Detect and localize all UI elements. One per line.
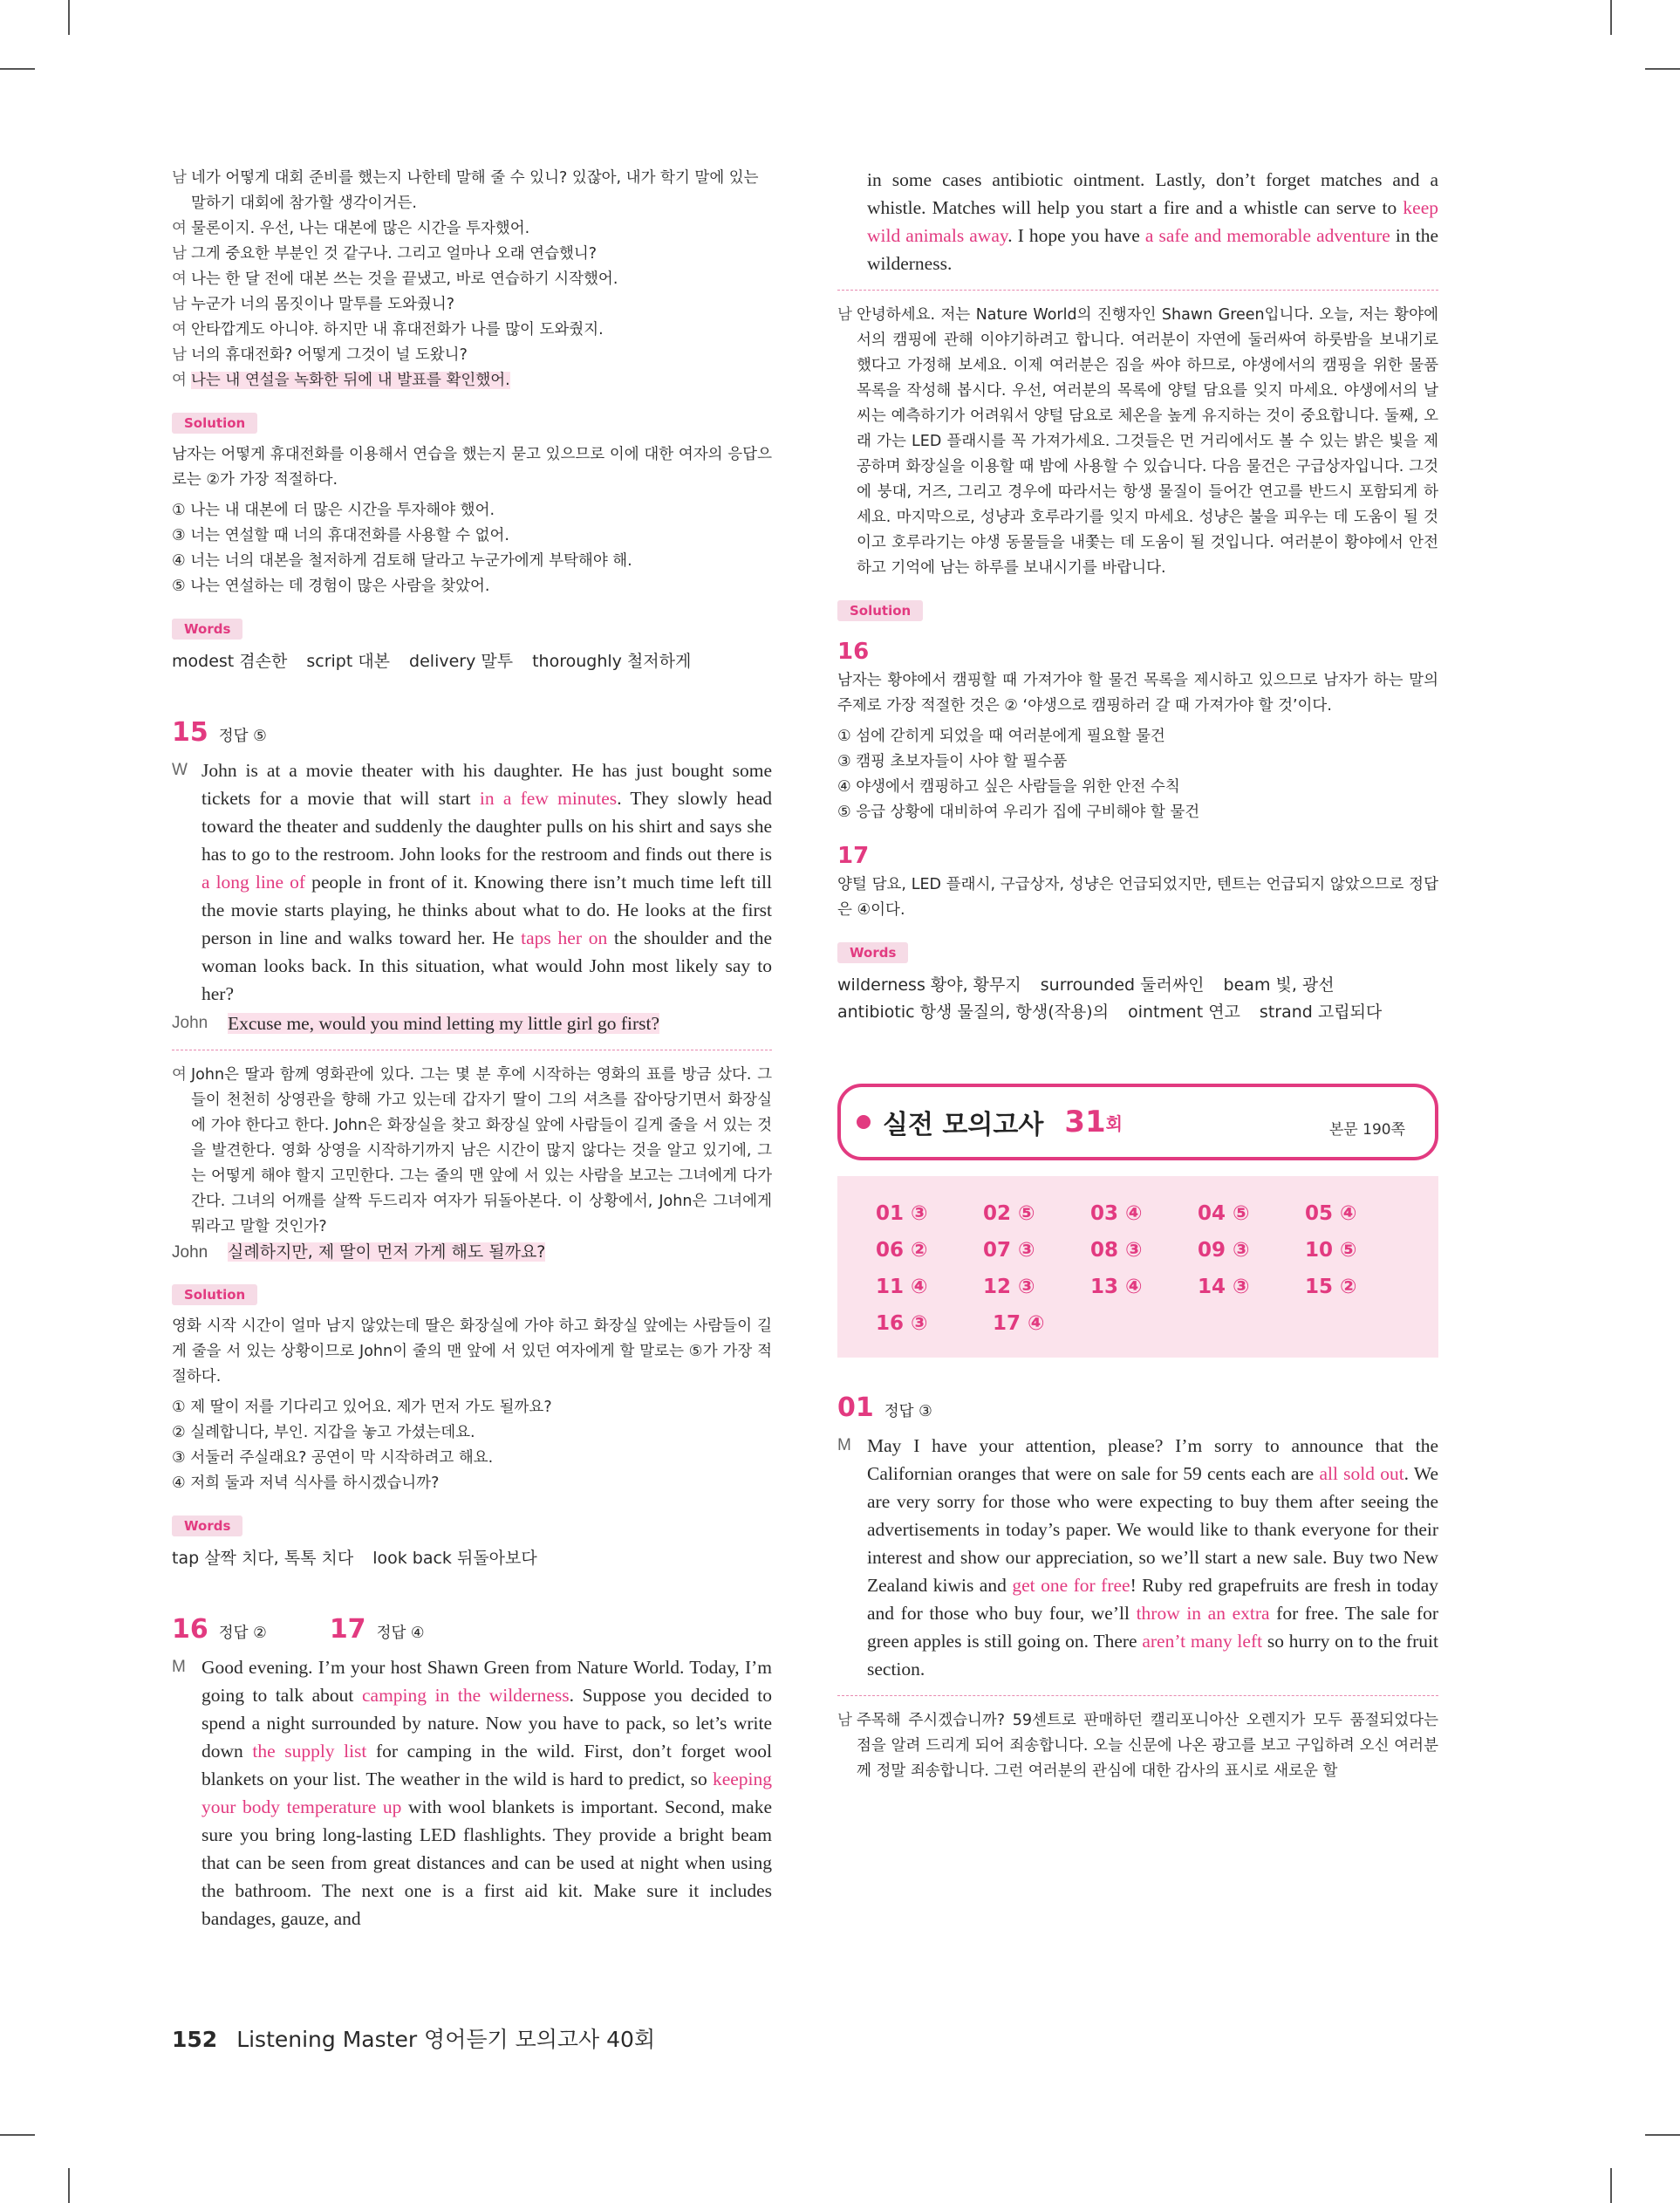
text-run: . Suppose you decided to spend a night surrounded by nature. Now you have to pack, so let’s write down [201, 1685, 773, 1762]
words-list [172, 1545, 772, 1572]
answer-cell: 13 ④ [1090, 1276, 1143, 1298]
translation-text: 안녕하세요. 저는 Nature World의 진행자인 Shawn Green입니다. 오늘, 저는 황야에서의 캠핑에 관해 이야기하려고 합니다. 여러분이 자연에 둘러싸여 하룻밤을 보내기로 했다고 가정해 보세요. 이제 여러분은 짐을 싸야 하므로, 야생에서의 캠핑을 위한 물품 목록을 작성해 봅시다. 우선, 여러분의 목록에 양털 담요를 잊지 마세요. 야생에서의 날씨는 예측하기가 어려워서 양털 담요로 체온을 높게 유지하는 것이 중요합니다. 둘째, 오래 가는 LED 플래시를 꼭 가져가세요. 그것들은 먼 거리에서도 볼 수 있는 밝은 빛을 제공하며 화장실을 이용할 때 밤에 사용할 수 있습니다. 다음 물건은 구급상자입니다. 그것에 붕대, 거즈, 그리고 경우에 따라서는 항생 물질이 들어간 연고를 반드시 포함되게 하세요. 마지막으로, 성냥과 호루라기를 잊지 마세요. 성냥은 불을 피우는 데 도움이 될 것이고 호루라기는 야생 동물들을 내쫓는 데 도움이 될 것입니다. 여러분이 황야에서 안전하고 기억에 남는 하루를 보내시기를 바랍니다. [857, 306, 1438, 577]
answer-cell: 04 ⑤ [1198, 1202, 1250, 1225]
answer-label: 정답 ⑤ [218, 728, 267, 745]
option-item: ④ 너는 너의 대본을 철저하게 검토해 달라고 누군가에게 부탁해야 해. [172, 552, 632, 570]
exam-number: 31 [1064, 1105, 1106, 1139]
speaker-label: M [837, 1436, 851, 1454]
page-footer [172, 2022, 655, 2054]
dialog-text: 그게 중요한 부분인 것 같구나. 그리고 얼마나 오래 연습했니? [191, 245, 598, 263]
word-entry: ointment 연고 [1128, 1002, 1240, 1022]
option-item: ③ 캠핑 초보자들이 사야 할 필수품 [837, 753, 1068, 770]
text-run: the shoulder and the woman looks back. In this situation, what would John most likely say to her? [201, 927, 772, 1004]
speaker-label: 여 [172, 1066, 187, 1084]
korean-translation-15 [172, 1063, 772, 1240]
answer-cell: 10 ⑤ [1305, 1239, 1357, 1262]
key-phrase: aren’t many left [1142, 1631, 1263, 1652]
answer-cell: 15 ② [1305, 1276, 1357, 1298]
text-run: for camping in the wild. First, don’t forget wool blankets on your list. The weather in the wild is hard to predict, so [201, 1741, 772, 1789]
answer-highlight: 실례하지만, 제 딸이 먼저 가게 해도 될까요? [228, 1242, 546, 1262]
option-item: ② 실례합니다, 부인. 지갑을 놓고 가셨는데요. [172, 1424, 475, 1441]
speaker-label: W [172, 761, 188, 779]
option-item: ④ 저희 둘과 저녁 식사를 하시겠습니까? [172, 1474, 440, 1492]
john-line [172, 1009, 772, 1037]
script-text [201, 1653, 772, 1933]
speaker-label: 여 [172, 220, 187, 237]
crop-mark [1645, 68, 1680, 70]
question-header-01 [837, 1392, 1438, 1423]
text-run: with wool blankets is important. Second, make sure you bring long-lasting LED flashlights. They provide a bright beam that can be seen from great distances and can be used at night when using the bathroom. The next one is a first aid kit. Make sure it includes bandages, gauze, and [201, 1796, 772, 1929]
answer-cell: 03 ④ [1090, 1202, 1143, 1225]
option-item: ③ 너는 연설할 때 너의 휴대전화를 사용할 수 없어. [172, 527, 509, 544]
exam-title: 실전 모의고사 [883, 1110, 1044, 1140]
speaker-label: 남 [172, 169, 187, 187]
speaker-label: 남 [172, 245, 187, 263]
word-entry: script 대본 [306, 652, 391, 671]
dialog-text: 네가 어떻게 대회 준비를 했는지 나한테 말해 줄 수 있니? 있잖아, 내가 학기 말에 있는 말하기 대회에 참가할 생각이거든. [191, 169, 759, 212]
answer-row [876, 1195, 1412, 1232]
solution-number: 17 [837, 843, 870, 869]
translation-text: John은 딸과 함께 영화관에 있다. 그는 몇 분 후에 시작하는 영화의 표를 방금 샀다. 그들이 천천히 상영관을 향해 가고 있는데 갑자기 딸이 그의 셔츠를 잡아당기면서 화장실에 가야 한다고 한다. John은 화장실을 찾고 화장실 앞에 사람들이 길게 줄을 서 있는 것을 발견한다. 영화 상영을 시작하기까지 남은 시간이 많지 않다는 것을 알고 있기에, 그는 어떻게 해야 할지 고민한다. 그는 줄의 맨 앞에 서 있는 사람을 보고는 그녀에게 다가간다. 그녀의 어깨를 살짝 두드리자 여자가 뒤돌아본다. 이 상황에서, John은 그녀에게 뭐라고 말할 것인가? [191, 1066, 772, 1235]
answer-cell: 16 ③ [876, 1312, 928, 1335]
key-phrase: keep wild animals away [867, 197, 1438, 246]
words-tag: Words [837, 942, 908, 963]
dialog-line [172, 216, 772, 242]
book-title: Listening Master 영어듣기 모의고사 40회 [236, 2027, 656, 2052]
text-run: so hurry on to the fruit section. [867, 1631, 1438, 1680]
answer-label: 정답 ④ [376, 1625, 425, 1642]
korean-translation-16 [837, 303, 1438, 581]
crop-mark [0, 68, 35, 70]
option-list [837, 724, 1438, 825]
words-list [837, 972, 1438, 999]
option-list [172, 498, 772, 599]
solution-tag: Solution [172, 1284, 257, 1305]
option-item: ③ 서둘러 주실래요? 공연이 막 시작하려고 해요. [172, 1449, 494, 1467]
speaker-label: 여 [172, 321, 187, 339]
speaker-label: 여 [172, 270, 187, 288]
answer-cell: 08 ③ [1090, 1239, 1143, 1262]
text-run: for free. The sale for green apples is still going on. There [867, 1603, 1438, 1652]
speaker-label: 여 [172, 372, 187, 389]
bullet-icon [857, 1115, 871, 1129]
answer-cell: 17 ④ [993, 1312, 1045, 1335]
answer-cell: 05 ④ [1305, 1202, 1357, 1225]
option-item: ⑤ 응급 상황에 대비하여 우리가 집에 구비해야 할 물건 [837, 804, 1200, 821]
key-phrase: in a few minutes [479, 788, 618, 809]
solution-tag: Solution [837, 600, 923, 621]
right-column [837, 166, 1438, 1784]
page-number: 152 [172, 2027, 218, 2052]
exam-banner [837, 1084, 1438, 1160]
dialog-line [172, 318, 772, 343]
word-entry: delivery 말투 [409, 652, 514, 671]
word-entry: modest 겸손한 [172, 652, 288, 671]
option-item: ④ 야생에서 캠핑하고 싶은 사람들을 위한 안전 수칙 [837, 778, 1180, 796]
text-run: people in front of it. Knowing there isn’t much time left till the movie starts playing, he thinks about what to do. He looks at the first person in line and walks toward her. He [201, 872, 772, 948]
key-phrase: throw in an extra [1136, 1603, 1270, 1624]
dialog-line [172, 166, 772, 216]
text-run: . We are very sorry for those who were expecting to buy them after seeing the advertisements in today’s paper. We would like to thank everyone for their interest and show our appreciation, so we’ll start a new sale. Buy two New Zealand kiwis and [867, 1463, 1438, 1596]
exam-suffix: 회 [1105, 1112, 1123, 1134]
key-phrase: a safe and memorable adventure [1144, 225, 1390, 246]
dialog-text: 물론이지. 우선, 나는 대본에 많은 시간을 투자했어. [191, 220, 530, 237]
dialog-line [172, 292, 772, 318]
text-run: in some cases antibiotic ointment. Lastly, don’t forget matches and a whistle. Matches will help you start a fire and a whistle can serve to [867, 169, 1438, 218]
crop-mark [1610, 0, 1612, 35]
option-item: ⑤ 나는 연설하는 데 경험이 많은 사람을 찾았어. [172, 578, 490, 595]
english-script-01 [837, 1432, 1438, 1683]
answer-cell: 12 ③ [983, 1276, 1035, 1298]
question-number: 15 [172, 717, 208, 748]
crop-mark [1645, 2134, 1680, 2136]
word-entry: strand 고립되다 [1259, 1002, 1383, 1022]
crop-mark [1610, 2168, 1612, 2203]
speaker-label: John [172, 1243, 208, 1262]
korean-translation-01 [837, 1708, 1438, 1784]
english-script-16-continued [837, 166, 1438, 277]
left-column [172, 166, 772, 1933]
script-text [867, 166, 1438, 277]
korean-dialog [172, 166, 772, 393]
answer-cell: 01 ③ [876, 1202, 928, 1225]
words-tag: Words [172, 1515, 242, 1536]
dialog-text: 누군가 너의 몸짓이나 말투를 도와줬니? [191, 296, 455, 313]
dialog-line [172, 343, 772, 368]
word-entry: look back 뒤돌아보다 [372, 1549, 537, 1568]
option-item: ① 제 딸이 저를 기다리고 있어요. 제가 먼저 가도 될까요? [172, 1399, 552, 1416]
speaker-label: 남 [837, 1712, 852, 1729]
word-entry: antibiotic 항생 물질의, 항생(작용)의 [837, 1002, 1110, 1022]
solution-number: 16 [837, 639, 870, 665]
key-phrase: the supply list [252, 1741, 367, 1762]
answer-cell: 11 ④ [876, 1276, 928, 1298]
question-header-15 [172, 717, 772, 748]
word-entry: wilderness 황야, 황무지 [837, 975, 1021, 995]
question-number: 17 [329, 1614, 366, 1645]
text-run: John is at a movie theater with his daughter. He has just bought some tickets for a movie that will start [201, 760, 772, 809]
answer-label: 정답 ③ [884, 1403, 932, 1420]
dialog-text: 나는 한 달 전에 대본 쓰는 것을 끝냈고, 바로 연습하기 시작했어. [191, 270, 618, 288]
word-entry: beam 빛, 광선 [1223, 975, 1335, 995]
answer-row [876, 1269, 1412, 1305]
text-run: in the wilderness. [867, 225, 1439, 274]
word-entry: surrounded 둘러싸인 [1040, 975, 1205, 995]
text-run: . They slowly head toward the theater and suddenly the daughter pulls on his shirt and says she has to go to the restroom. John looks for the restroom and finds out there is [201, 788, 773, 865]
key-phrase: camping in the wilderness [361, 1685, 570, 1706]
answer-cell: 02 ⑤ [983, 1202, 1035, 1225]
words-tag: Words [172, 619, 242, 640]
question-header-16-17 [172, 1614, 772, 1645]
word-entry: thoroughly 철저하게 [532, 652, 692, 671]
script-text [201, 756, 772, 1008]
speaker-label: M [172, 1658, 186, 1676]
word-entry: tap 살짝 치다, 톡톡 치다 [172, 1549, 354, 1568]
key-phrase: a long line of [201, 872, 306, 893]
answer-row [876, 1305, 1412, 1342]
script-text [867, 1432, 1438, 1683]
dialog-text [191, 368, 772, 393]
text-run: . I hope you have [1007, 225, 1145, 246]
key-phrase: keeping your body temperature up [201, 1769, 772, 1817]
crop-mark [0, 2134, 35, 2136]
answer-cell: 06 ② [876, 1239, 928, 1262]
dialog-line [172, 368, 772, 393]
english-script-15 [172, 756, 772, 1008]
speaker-label: 남 [172, 296, 187, 313]
answer-key [837, 1176, 1438, 1358]
question-number: 01 [837, 1392, 874, 1423]
speaker-label [837, 166, 867, 277]
option-item: ① 섬에 갇히게 되었을 때 여러분에게 필요할 물건 [837, 728, 1165, 745]
answer-cell: 09 ③ [1198, 1239, 1250, 1262]
text-run: May I have your attention, please? I’m sorry to announce that the Californian oranges that were on sale for 59 cents each are [867, 1435, 1438, 1484]
key-phrase: taps her on [521, 927, 608, 948]
speaker-label: 남 [837, 306, 852, 324]
dialog-line [172, 242, 772, 267]
option-item: ① 나는 내 대본에 더 많은 시간을 투자해야 했어. [172, 502, 495, 519]
translation-text: 주목해 주시겠습니까? 59센트로 판매하던 캘리포니아산 오렌지가 모두 품절되었다는 점을 알려 드리게 되어 죄송합니다. 오늘 신문에 나온 광고를 보고 구입하려 오신 여러분께 정말 죄송합니다. 그런 여러분의 관심에 대한 감사의 표시로 새로운 할 [857, 1712, 1438, 1780]
english-script-16 [172, 1653, 772, 1933]
solution-text: 남자는 어떻게 휴대전화를 이용해서 연습을 했는지 묻고 있으므로 이에 대한 여자의 응답으로는 ②가 가장 적절하다. [172, 446, 772, 489]
korean-john-line [172, 1240, 772, 1265]
answer-row [876, 1232, 1412, 1269]
words-list [837, 999, 1438, 1026]
text-run: ! Ruby red grapefruits are fresh in today and for those who buy four, we’ll [867, 1575, 1438, 1624]
key-phrase: all sold out [1319, 1463, 1404, 1484]
solution-text: 남자는 황야에서 캠핑할 때 가져가야 할 물건 목록을 제시하고 있으므로 남자가 하는 말의 주제로 가장 적절한 것은 ② ‘야생으로 캠핑하러 갈 때 가져가야 할 것’이다. [837, 672, 1438, 715]
page-reference: 본문 190쪽 [1328, 1121, 1405, 1139]
words-list [172, 648, 772, 675]
crop-mark [68, 0, 70, 35]
answer-highlight: Excuse me, would you mind letting my little girl go first? [228, 1013, 660, 1034]
divider [837, 290, 1438, 291]
dialog-text: 안타깝게도 아니야. 하지만 내 휴대전화가 나를 많이 도와줬지. [191, 321, 604, 339]
divider [837, 1695, 1438, 1696]
answer-highlight: 나는 내 연설을 녹화한 뒤에 내 발표를 확인했어. [191, 372, 510, 389]
solution-tag: Solution [172, 413, 257, 434]
crop-mark [68, 2168, 70, 2203]
solution-text: 영화 시작 시간이 얼마 남지 않았는데 딸은 화장실에 가야 하고 화장실 앞에는 사람들이 길게 줄을 서 있는 상황이므로 John이 줄의 맨 앞에 서 있던 여자에게 할 말로는 ⑤가 가장 적절하다. [172, 1317, 772, 1385]
key-phrase: get one for free [1012, 1575, 1130, 1596]
question-number: 16 [172, 1614, 208, 1645]
solution-text: 양털 담요, LED 플래시, 구급상자, 성냥은 언급되었지만, 텐트는 언급되지 않았으므로 정답은 ④이다. [837, 876, 1438, 919]
answer-cell: 14 ③ [1198, 1276, 1250, 1298]
dialog-text: 너의 휴대전화? 어떻게 그것이 널 도왔니? [191, 346, 468, 364]
text-run: Good evening. I’m your host Shawn Green from Nature World. Today, I’m going to talk about [201, 1657, 772, 1706]
speaker-label: John [172, 1014, 208, 1032]
answer-cell: 07 ③ [983, 1239, 1035, 1262]
speaker-label: 남 [172, 346, 187, 364]
dialog-line [172, 267, 772, 292]
answer-label: 정답 ② [218, 1625, 267, 1642]
option-list [172, 1395, 772, 1496]
